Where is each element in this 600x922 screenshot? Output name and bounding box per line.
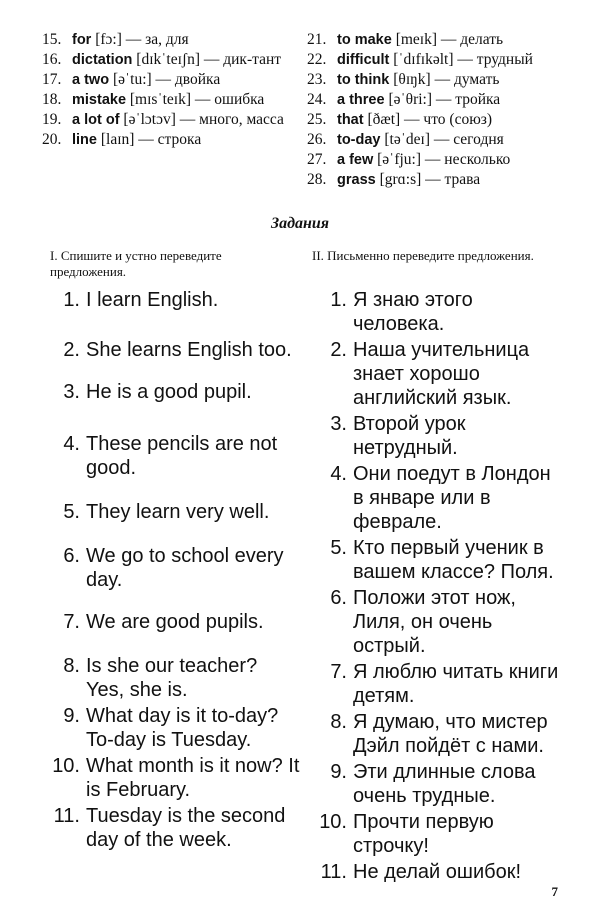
exercise-item [315,660,565,708]
vocab-number: 20. [42,131,62,148]
instruction-right: II. Письменно переведите предложения. [312,248,534,263]
vocab-item [307,130,562,150]
exercise-list-right [315,288,565,884]
vocab-number: 26. [307,131,327,148]
vocab-word: difficult [337,52,390,68]
vocab-word: dictation [72,52,133,68]
vocab-item [42,130,297,150]
exercise-number: 11. [320,861,347,883]
exercise-text: Положи этот нож, Лиля, он очень острый. [353,587,516,657]
exercise-number: 4. [63,433,80,455]
vocab-word: a two [72,72,110,88]
vocab-word: to make [337,32,392,48]
vocab-word: grass [337,172,376,188]
vocab-number: 15. [42,31,62,48]
vocab-item [307,90,562,110]
vocab-translation: [meɪk] — делать [391,31,504,48]
exercise-item [315,412,565,460]
exercise-number: 3. [330,413,347,435]
exercise-text: Эти длинные слова очень трудные. [353,761,536,807]
exercise-text: Наша учительница знает хорошо английский язык. [353,339,530,409]
vocab-translation: [grɑ:s] — трава [375,171,481,188]
exercise-text: They learn very well. [86,501,270,523]
exercise-item [315,338,565,410]
vocab-word: a three [337,92,385,108]
vocab-translation: [ðæt] — что (союз) [363,111,493,128]
exercise-text: These pencils are not good. [86,433,278,479]
vocab-translation: [dɪkˈteɪʃn] — дик-тант [132,51,282,68]
vocab-number: 16. [42,51,62,68]
vocab-translation: [mɪsˈteɪk] — ошибка [126,91,265,108]
exercise-item [48,704,300,752]
exercise-number: 5. [330,537,347,559]
vocab-number: 18. [42,91,62,108]
section-heading: Задания [270,215,330,232]
vocab-number: 19. [42,111,62,128]
vocab-item [42,90,297,110]
exercise-item [48,288,300,312]
exercise-text: I learn English. [86,289,219,311]
exercise-text: Прочти первую строчку! [353,811,494,857]
exercise-item [48,338,300,362]
vocab-translation: [əˈtu:] — двойка [109,71,221,88]
vocab-number: 28. [307,171,327,188]
vocab-item [307,110,562,130]
exercise-number: 2. [330,339,347,361]
vocab-item [42,110,297,130]
vocab-number: 27. [307,151,327,168]
exercise-number: 6. [330,587,347,609]
exercise-item [315,710,565,758]
vocab-word: for [72,32,92,48]
vocab-word: to-day [337,132,381,148]
exercise-number: 2. [63,339,80,361]
exercise-number: 3. [63,381,80,403]
exercise-number: 1. [330,289,347,311]
vocab-translation: [əˈθri:] — тройка [384,91,501,108]
exercise-number: 7. [330,661,347,683]
exercise-item [315,760,565,808]
exercise-item [48,804,300,852]
exercise-text: Я люблю читать книги детям. [353,661,559,707]
exercise-text: Они поедут в Лондон в январе или в феврале. [353,463,551,533]
exercise-number: 8. [330,711,347,733]
exercise-text: He is a good pupil. [86,381,252,403]
exercise-item [315,288,565,336]
vocabulary-column-right [307,30,562,190]
vocab-translation: [təˈdeɪ] — сегодня [380,131,504,148]
exercise-item [48,610,300,634]
vocab-item [307,150,562,170]
exercise-text: She learns English too. [86,339,292,361]
exercise-text: Я думаю, что мистер Дэйл пойдёт с нами. [353,711,548,757]
vocab-item [307,170,562,190]
exercise-item [315,810,565,858]
exercise-item [48,500,300,524]
instruction-left: I. Спишите и устно переведите предложения. [50,248,222,279]
vocab-translation: [əˈfju:] — несколько [373,151,511,168]
exercise-number: 9. [63,705,80,727]
exercise-item [48,432,300,480]
vocab-number: 22. [307,51,327,68]
vocab-translation: [ˈdɪfɪkəlt] — трудный [389,51,533,68]
exercise-text: Кто первый ученик в вашем классе? Поля. [353,537,554,583]
exercise-text: Tuesday is the second day of the week. [86,805,286,851]
vocab-word: mistake [72,92,127,108]
vocab-number: 24. [307,91,327,108]
vocab-word: to think [337,72,390,88]
vocab-word: that [337,112,364,128]
exercise-item [48,544,300,592]
exercise-item [315,860,565,884]
exercise-text: We go to school every day. [86,545,284,591]
exercise-item [315,462,565,534]
vocabulary-column-left [42,30,297,190]
exercise-item [315,536,565,584]
exercise-text: We are good pupils. [86,611,264,633]
exercise-number: 8. [63,655,80,677]
exercise-text: Второй урок нетрудный. [353,413,466,459]
vocab-item [307,50,562,70]
exercise-text: What month is it now? It is February. [86,755,300,801]
vocab-number: 23. [307,71,327,88]
exercise-item [315,586,565,658]
vocab-translation: [θɪŋk] — думать [389,71,500,88]
vocab-translation: [fɔ:] — за, для [91,31,189,48]
exercise-text: Не делай ошибок! [353,861,521,883]
vocab-translation: [əˈlɔtɔv] — много, масса [119,111,284,128]
exercise-number: 4. [330,463,347,485]
exercise-list-left [48,288,300,852]
vocab-number: 25. [307,111,327,128]
exercise-number: 7. [63,611,80,633]
exercise-number: 1. [63,289,80,311]
vocab-item [42,50,297,70]
vocab-word: a lot of [72,112,120,128]
exercise-number: 11. [53,805,80,827]
vocab-item [307,70,562,90]
exercise-item [48,754,300,802]
exercise-number: 10. [319,811,347,833]
vocabulary-list [42,30,562,190]
exercise-number: 9. [330,761,347,783]
vocab-item [42,70,297,90]
vocab-word: a few [337,152,374,168]
page-number: 7 [551,884,558,899]
vocab-item [307,30,562,50]
exercise-number: 10. [52,755,80,777]
vocab-word: line [72,132,97,148]
exercise-number: 5. [63,501,80,523]
exercise-text: Is she our teacher? Yes, she is. [86,655,258,701]
vocab-translation: [laɪn] — строка [96,131,202,148]
exercise-number: 6. [63,545,80,567]
exercise-text: Я знаю этого человека. [353,289,473,335]
exercise-item [48,380,300,404]
vocab-number: 21. [307,31,327,48]
exercise-text: What day is it to-day? To-day is Tuesday. [86,705,279,751]
exercise-item [48,654,300,702]
vocab-item [42,30,297,50]
vocab-number: 17. [42,71,62,88]
